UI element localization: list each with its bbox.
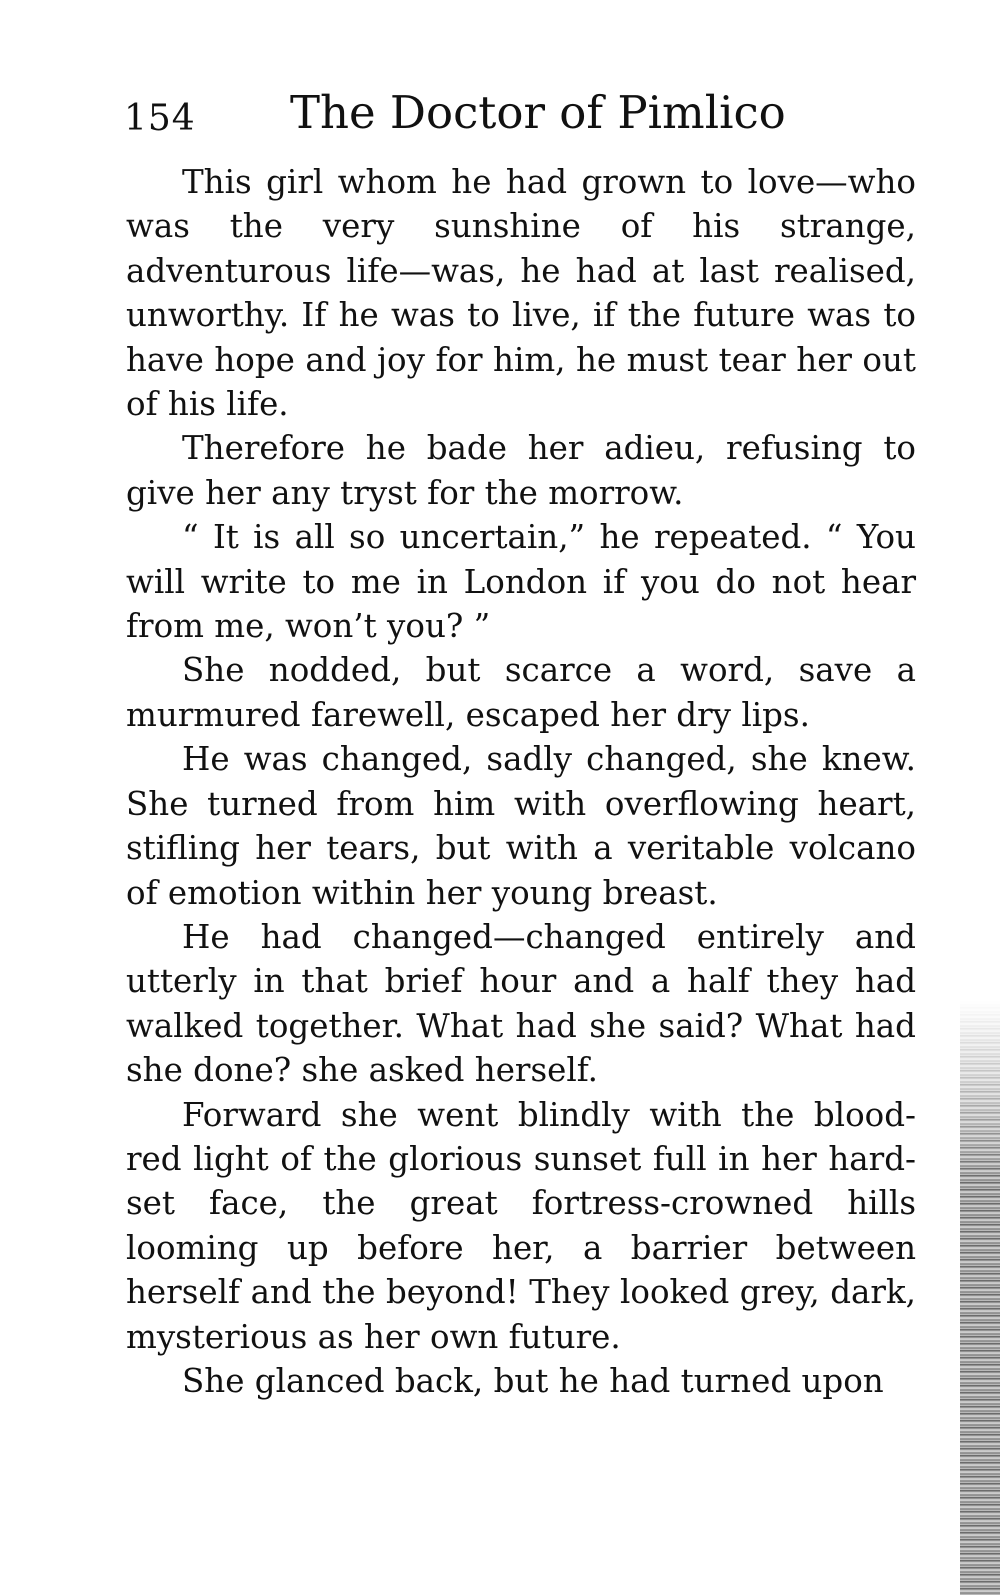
page-edge-shadow xyxy=(960,1000,1000,1595)
paragraph: Therefore he bade her adieu, refusing to give her any tryst for the morrow. xyxy=(126,429,916,512)
body-text xyxy=(126,160,916,1403)
paragraph: This girl whom he had grown to love—who was the very sunshine of his strange, adventurous life—was, he had at last realised, unworthy. If he was to live, if the future was to have hope and joy for him, he must tear her out of his life. xyxy=(126,163,916,424)
paragraph: She nodded, but scarce a word, save a murmured farewell, escaped her dry lips. xyxy=(126,651,916,734)
paragraph: Forward she went blindly with the blood-red light of the glorious sunset full in her hard-set face, the great fortress-crowned hills looming up before her, a barrier between herself and the beyond! They looked grey, dark, mysterious as her own future. xyxy=(126,1095,916,1356)
page-number: 154 xyxy=(124,98,196,139)
paragraph: He was changed, sadly changed, she knew. She turned from him with overflowing heart, stifling her tears, but with a veritable volcano of emotion within her young breast. xyxy=(126,740,916,912)
paragraph: He had changed—changed entirely and utterly in that brief hour and a half they had walked together. What had she said? What had she done? she asked herself. xyxy=(126,917,916,1090)
running-title: The Doctor of Pimlico xyxy=(290,86,786,139)
page-header xyxy=(124,86,924,146)
paragraph: She glanced back, but he had turned upon xyxy=(182,1361,884,1400)
paragraph: “ It is all so uncertain,” he repeated. “ You will write to me in London if you do not hear from me, won’t you? ” xyxy=(126,518,916,646)
